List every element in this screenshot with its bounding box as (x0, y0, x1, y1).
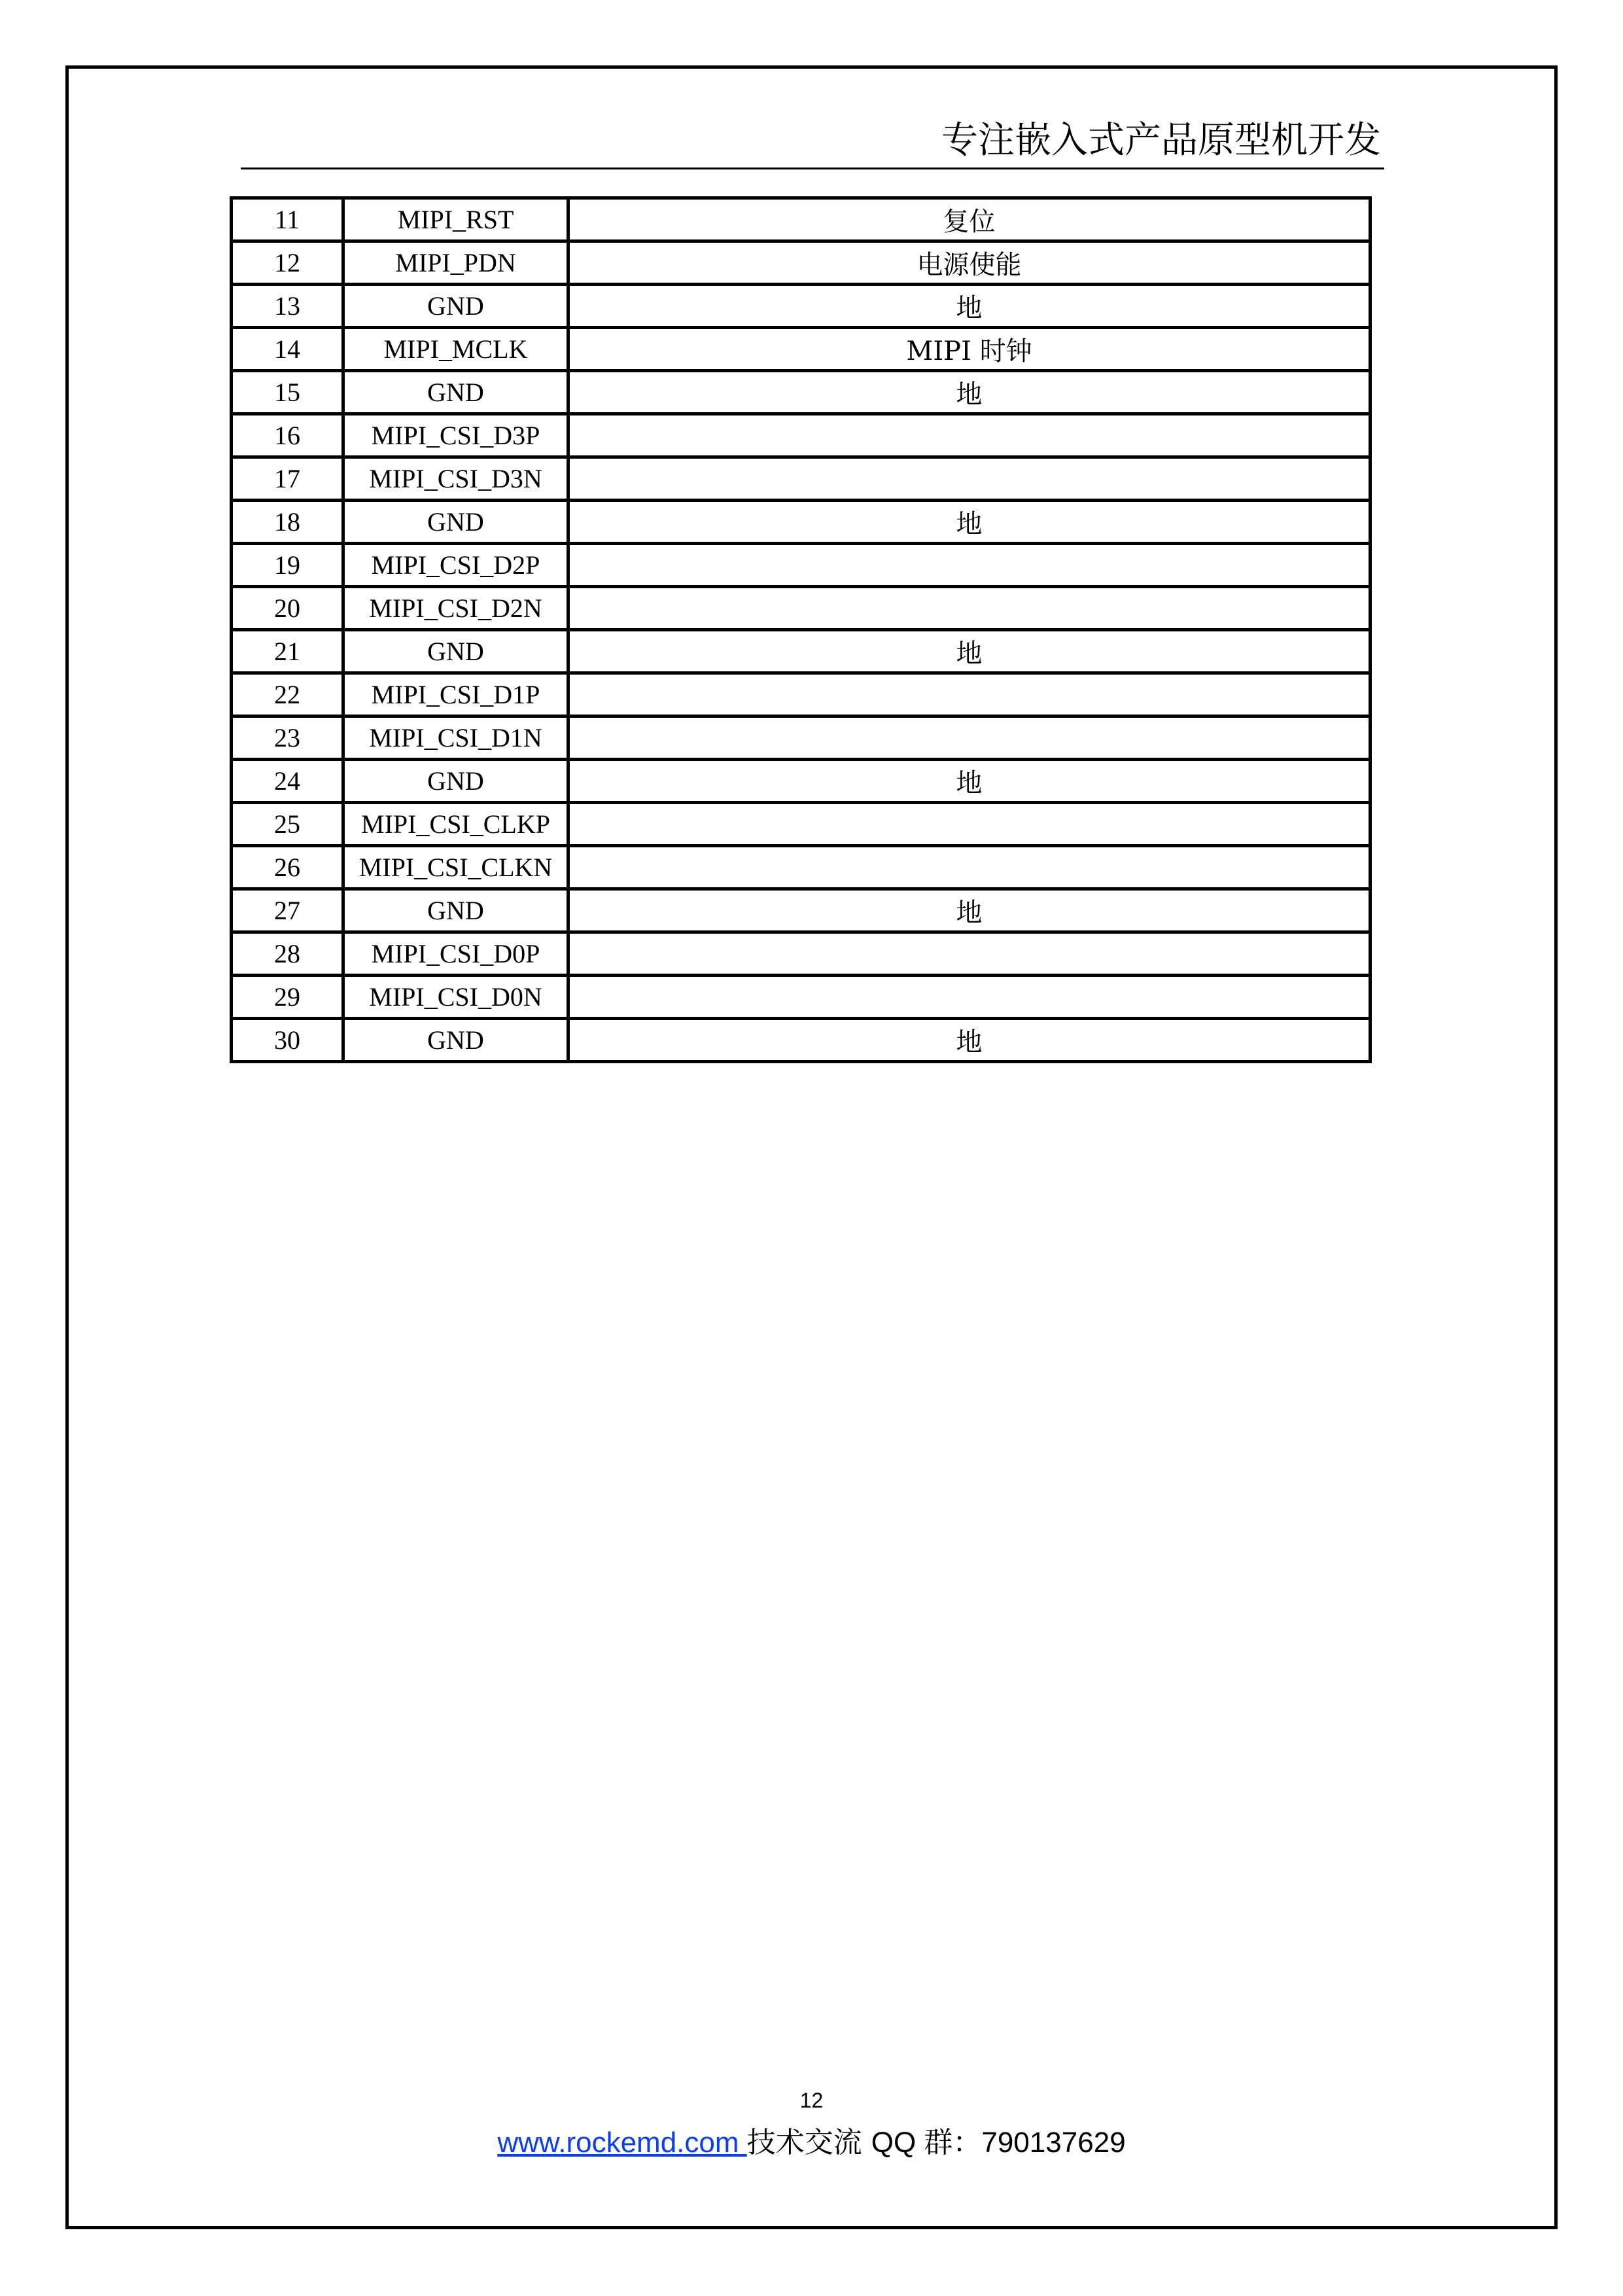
header-rule (241, 168, 1384, 169)
table-row (232, 241, 1370, 285)
signal-name-cell: MIPI_CSI_D1N (343, 716, 568, 760)
signal-name-cell: GND (343, 889, 568, 932)
pin-number-cell: 16 (232, 414, 343, 457)
table-row (232, 932, 1370, 976)
table-row (232, 501, 1370, 544)
table-row (232, 673, 1370, 716)
footer-qq-text: QQ 群：790137629 (871, 2127, 1126, 2159)
description-cell (568, 932, 1370, 976)
pin-number-cell: 23 (232, 716, 343, 760)
pin-number-cell: 14 (232, 328, 343, 371)
description-cell: 地 (568, 285, 1370, 328)
description-cell: 地 (568, 760, 1370, 803)
pin-number-cell: 11 (232, 198, 343, 241)
signal-name-cell: MIPI_CSI_CLKN (343, 846, 568, 889)
table-row (232, 371, 1370, 414)
signal-name-cell: MIPI_CSI_D2N (343, 587, 568, 630)
signal-name-cell: GND (343, 1019, 568, 1062)
pin-number-cell: 18 (232, 501, 343, 544)
description-cell: 地 (568, 1019, 1370, 1062)
footer-exchange-text: 技术交流 (746, 2126, 871, 2159)
description-cell (568, 587, 1370, 630)
signal-name-cell: GND (343, 630, 568, 673)
table-row (232, 803, 1370, 846)
header-title: 专注嵌入式产品原型机开发 (941, 119, 1381, 162)
description-cell: 复位 (568, 198, 1370, 241)
signal-name-cell: MIPI_CSI_D0P (343, 932, 568, 976)
pin-number-cell: 17 (232, 457, 343, 501)
pin-number-cell: 26 (232, 846, 343, 889)
pin-table (230, 196, 1372, 1063)
pin-table-body (232, 198, 1370, 1062)
pin-number-cell: 20 (232, 587, 343, 630)
website-link[interactable]: www.rockemd.com (497, 2127, 747, 2159)
signal-name-cell: MIPI_CSI_D3P (343, 414, 568, 457)
description-cell: 地 (568, 371, 1370, 414)
table-row (232, 457, 1370, 501)
description-cell (568, 457, 1370, 501)
description-cell (568, 414, 1370, 457)
signal-name-cell: MIPI_CSI_D3N (343, 457, 568, 501)
signal-name-cell: MIPI_CSI_CLKP (343, 803, 568, 846)
description-cell (568, 716, 1370, 760)
signal-name-cell: MIPI_MCLK (343, 328, 568, 371)
pin-number-cell: 24 (232, 760, 343, 803)
description-cell: 地 (568, 501, 1370, 544)
pin-number-cell: 19 (232, 544, 343, 587)
signal-name-cell: GND (343, 371, 568, 414)
description-cell: 地 (568, 630, 1370, 673)
signal-name-cell: MIPI_CSI_D2P (343, 544, 568, 587)
signal-name-cell: MIPI_RST (343, 198, 568, 241)
table-row (232, 587, 1370, 630)
description-cell (568, 544, 1370, 587)
signal-name-cell: MIPI_CSI_D0N (343, 976, 568, 1019)
footer-line (0, 2119, 1623, 2161)
description-cell (568, 673, 1370, 716)
table-row (232, 716, 1370, 760)
table-row (232, 198, 1370, 241)
signal-name-cell: GND (343, 501, 568, 544)
signal-name-cell: MIPI_PDN (343, 241, 568, 285)
page-number: 12 (799, 2089, 824, 2112)
table-row (232, 630, 1370, 673)
signal-name-cell: GND (343, 760, 568, 803)
pin-number-cell: 22 (232, 673, 343, 716)
pin-number-cell: 28 (232, 932, 343, 976)
pin-number-cell: 13 (232, 285, 343, 328)
pin-number-cell: 25 (232, 803, 343, 846)
table-row (232, 544, 1370, 587)
description-cell (568, 846, 1370, 889)
pin-number-cell: 29 (232, 976, 343, 1019)
description-cell: 电源使能 (568, 241, 1370, 285)
table-row (232, 1019, 1370, 1062)
pin-number-cell: 15 (232, 371, 343, 414)
signal-name-cell: MIPI_CSI_D1P (343, 673, 568, 716)
table-row (232, 414, 1370, 457)
pin-number-cell: 12 (232, 241, 343, 285)
description-cell: MIPI 时钟 (568, 328, 1370, 371)
table-row (232, 760, 1370, 803)
table-row (232, 976, 1370, 1019)
description-cell (568, 976, 1370, 1019)
pin-number-cell: 21 (232, 630, 343, 673)
table-row (232, 328, 1370, 371)
description-cell (568, 803, 1370, 846)
pin-number-cell: 30 (232, 1019, 343, 1062)
pin-number-cell: 27 (232, 889, 343, 932)
table-row (232, 889, 1370, 932)
table-row (232, 846, 1370, 889)
signal-name-cell: GND (343, 285, 568, 328)
description-cell: 地 (568, 889, 1370, 932)
table-row (232, 285, 1370, 328)
